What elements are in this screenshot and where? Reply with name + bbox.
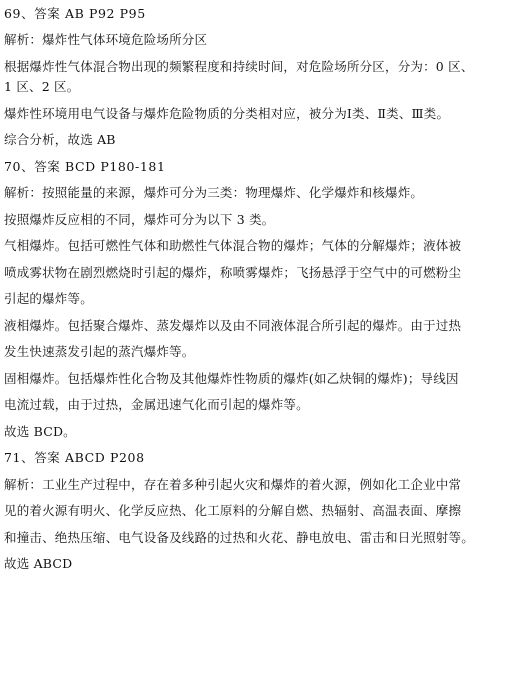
- q70-heading: 70、答案 BCD P180-181: [4, 158, 166, 174]
- q69-heading: 69、答案 AB P92 P95: [4, 6, 146, 21]
- q70-liquid-phase-line-1: 液相爆炸。包括聚合爆炸、蒸发爆炸以及由不同液体混合所引起的爆炸。由于过热: [4, 317, 462, 333]
- q69-paragraph-2: 爆炸性环境用电气设备与爆炸危险物质的分类相对应，被分为Ⅰ类、Ⅱ类、Ⅲ类。: [4, 105, 450, 121]
- q70-gas-phase-line-3: 引起的爆炸等。: [4, 291, 93, 307]
- q70-gas-phase-line-1: 气相爆炸。包括可燃性气体和助燃性气体混合物的爆炸；气体的分解爆炸；液体被: [4, 238, 462, 254]
- q70-paragraph-2: 按照爆炸反应相的不同，爆炸可分为以下 3 类。: [4, 211, 275, 227]
- q71-heading: 71、答案 ABCD P208: [4, 450, 145, 466]
- document-body: [4, 4, 520, 574]
- q71-paragraph-1-line-2: 见的着火源有明火、化学反应热、化工原料的分解自燃、热辐射、高温表面、摩擦: [4, 503, 462, 519]
- q69-conclusion: 综合分析，故选 AB: [4, 132, 116, 148]
- q69-paragraph-1-line-1: 根据爆炸性气体混合物出现的频繁程度和持续时间，对危险场所分区，分为：0 区、: [4, 58, 474, 74]
- q70-gas-phase-line-2: 喷成雾状物在剧烈燃烧时引起的爆炸，称喷雾爆炸；飞扬悬浮于空气中的可燃粉尘: [4, 264, 462, 280]
- q71-conclusion: 故选 ABCD: [4, 555, 73, 571]
- q70-paragraph-1: 解析：按照能量的来源，爆炸可分为三类：物理爆炸、化学爆炸和核爆炸。: [4, 185, 424, 201]
- q71-paragraph-1-line-1: 解析：工业生产过程中，存在着多种引起火灾和爆炸的着火源，例如化工企业中常: [4, 476, 462, 492]
- q69-analysis-title: 解析：爆炸性气体环境危险场所分区: [4, 32, 208, 48]
- q69-paragraph-1-line-2: 1 区、2 区。: [4, 79, 80, 95]
- q70-conclusion: 故选 BCD。: [4, 423, 76, 439]
- q70-solid-phase-line-2: 电流过载，由于过热，金属迅速气化而引起的爆炸等。: [4, 397, 309, 413]
- q71-paragraph-1-line-3: 和撞击、绝热压缩、电气设备及线路的过热和火花、静电放电、雷击和日光照射等。: [4, 529, 474, 545]
- q70-liquid-phase-line-2: 发生快速蒸发引起的蒸汽爆炸等。: [4, 344, 195, 360]
- q70-solid-phase-line-1: 固相爆炸。包括爆炸性化合物及其他爆炸性物质的爆炸(如乙炔铜的爆炸)；导线因: [4, 370, 459, 386]
